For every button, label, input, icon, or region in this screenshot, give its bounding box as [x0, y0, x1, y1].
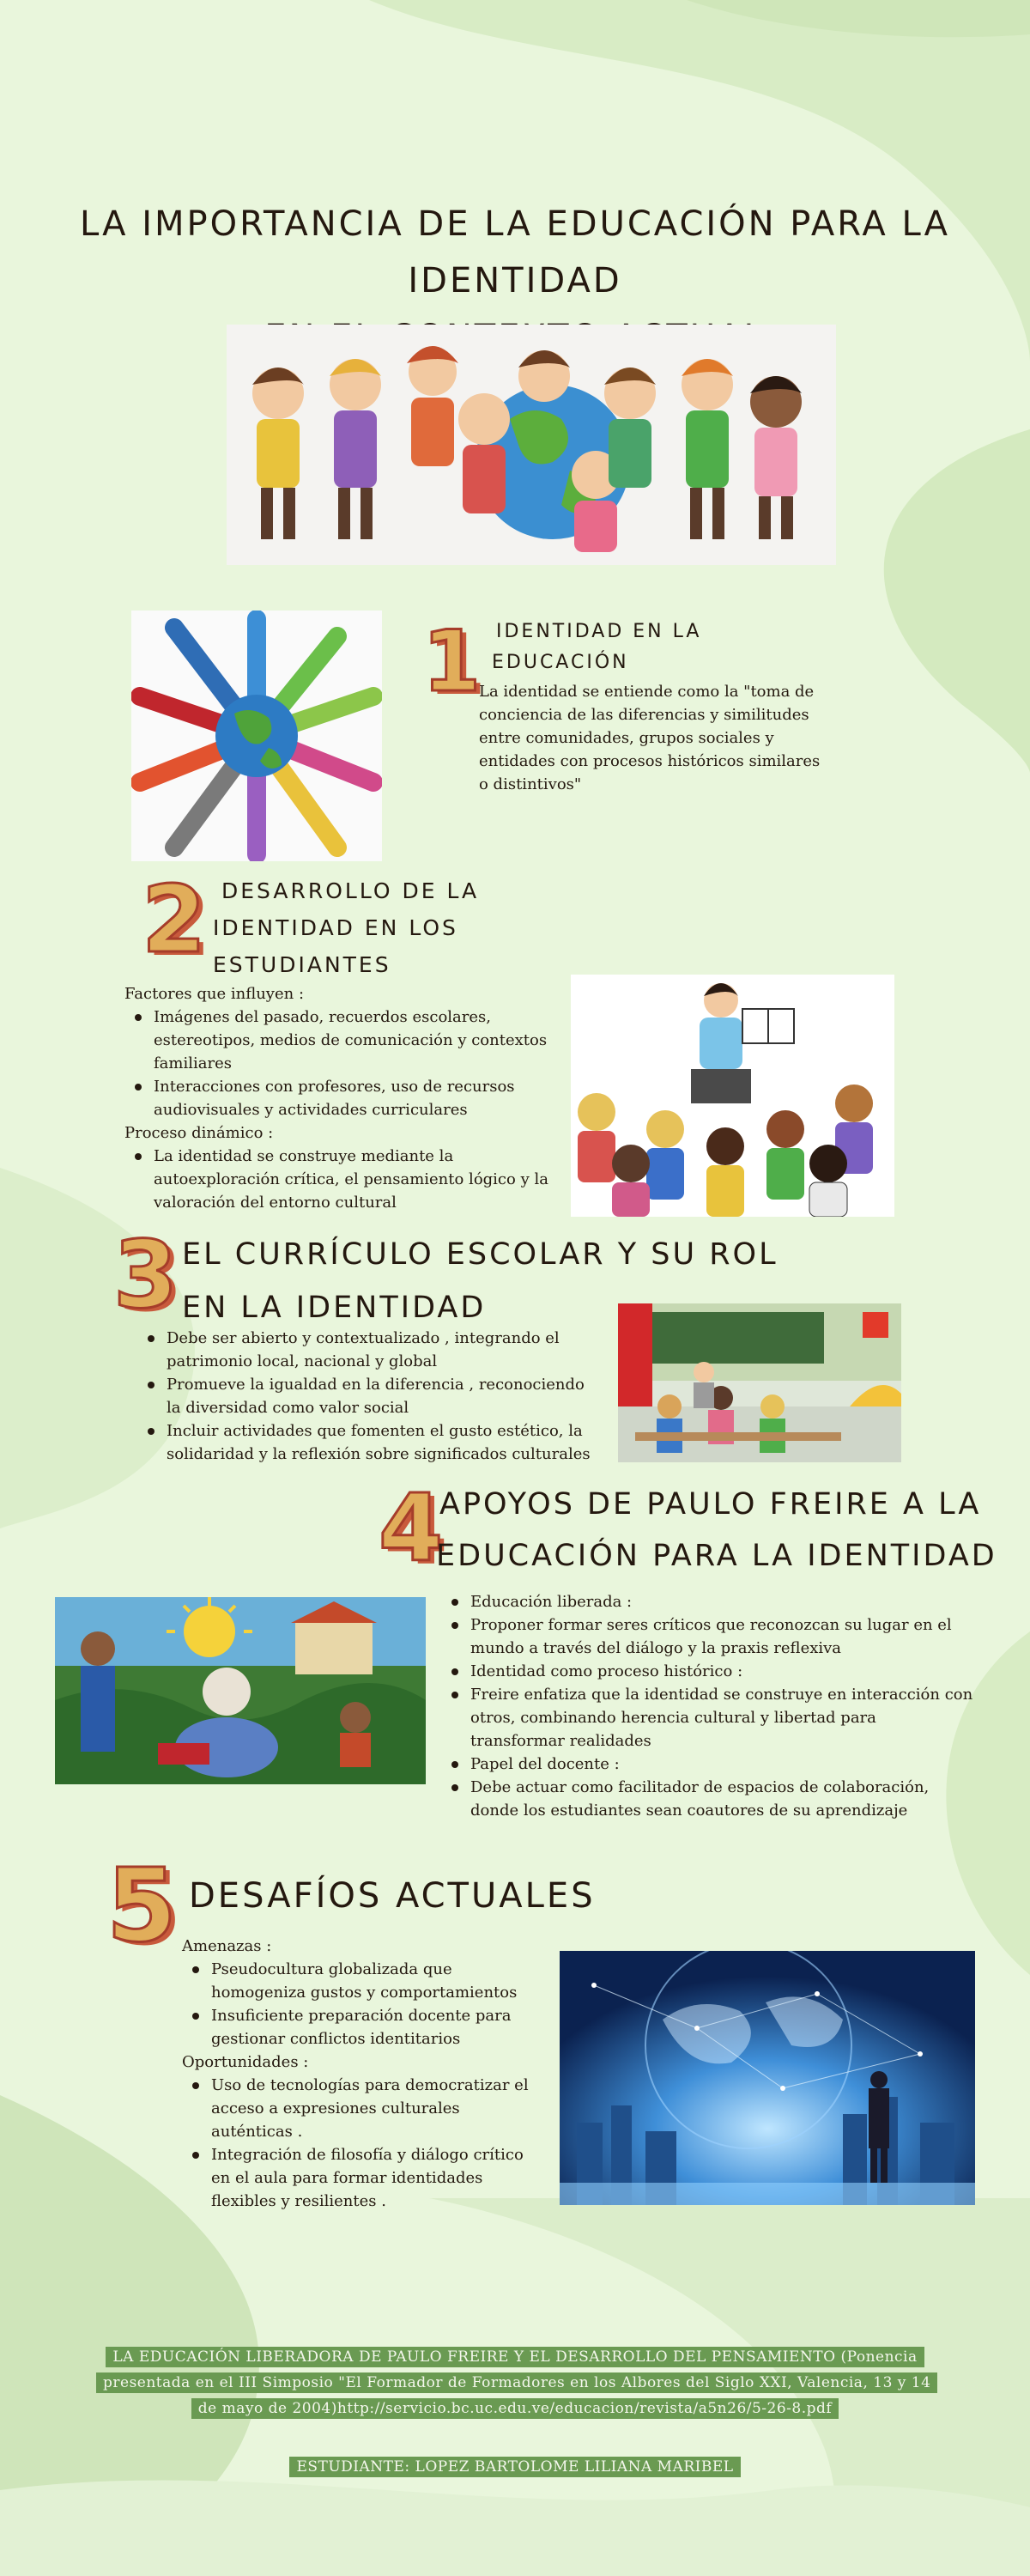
reference-text: LA EDUCACIÓN LIBERADORA DE PAULO FREIRE Y EL DESARROLLO DEL PENSAMIENTO (Ponencia presentada en el III Simposio "El Formador de Formadores en los Albores del Siglo XXI, Valencia, 13 y 14 de mayo de 2004)http://servicio.bc.uc.edu.ve/educacion/revista/a5n26/5-26-8.pdf — [96, 2347, 937, 2419]
section2-heading-line2: IDENTIDAD EN LOS — [213, 915, 458, 940]
list-item: Incluir actividades que fomenten el gusto estético, la solidaridad y la reflexión sobre significados culturales — [137, 1419, 601, 1466]
section5-threats-list — [182, 1958, 542, 2050]
page-title-line1: LA IMPORTANCIA DE LA EDUCACIÓN PARA LA IDENTIDAD — [79, 204, 951, 301]
list-item: Papel del docente : — [441, 1753, 973, 1776]
reference-citation — [96, 2344, 934, 2421]
section2-heading — [213, 872, 479, 983]
hands-globe-image — [131, 611, 382, 861]
section4-heading-line1: APOYOS DE PAULO FREIRE A LA — [439, 1487, 982, 1522]
digital-world-image — [560, 1951, 975, 2205]
section1-heading-line1: IDENTIDAD EN LA — [496, 621, 702, 642]
section4-heading — [436, 1479, 997, 1582]
list-item: Integración de filosofía y diálogo crítico en el aula para formar identidades flexibles y resilientes . — [182, 2143, 542, 2213]
section4-body — [441, 1590, 973, 1822]
section5-body — [182, 1935, 542, 2213]
list-item: Identidad como proceso histórico : — [441, 1660, 973, 1683]
section5-opportunities-list — [182, 2074, 542, 2213]
section3-body — [137, 1327, 601, 1466]
section5-heading: DESAFÍOS ACTUALES — [189, 1876, 596, 1916]
section2-factors-label: Factores que influyen : — [124, 985, 305, 1003]
section3-number: 3 — [113, 1222, 179, 1329]
section2-heading-line3: ESTUDIANTES — [213, 952, 391, 977]
section5-number: 5 — [106, 1846, 178, 1965]
teacher-reading-image — [571, 975, 894, 1217]
section3-heading-line1: EL CURRÍCULO ESCOLAR Y SU ROL — [182, 1237, 779, 1272]
list-item: Educación liberada : — [441, 1590, 973, 1613]
classroom-image — [618, 1303, 901, 1462]
section1-text: La identidad se entiende como la "toma de conciencia de las diferencias y similitudes entre comunidades, grupos sociales y entidades con procesos históricos similares o distintivos" — [479, 683, 821, 793]
freire-mural-image — [55, 1597, 426, 1784]
section1-heading-line2: EDUCACIÓN — [492, 652, 629, 673]
section5-threats-label: Amenazas : — [182, 1937, 272, 1955]
list-item: Interacciones con profesores, uso de recursos audiovisuales y actividades curriculares — [124, 1075, 554, 1121]
section5-opportunities-label: Oportunidades : — [182, 2053, 309, 2071]
list-item: Insuficiente preparación docente para gestionar conflictos identitarios — [182, 2004, 542, 2050]
list-item: La identidad se construye mediante la autoexploración crítica, el pensamiento lógico y la valoración del entorno cultural — [124, 1145, 554, 1214]
list-item: Uso de tecnologías para democratizar el acceso a expresiones culturales auténticas . — [182, 2074, 542, 2143]
children-globe-image — [227, 325, 836, 565]
student-credit — [96, 2454, 934, 2480]
section2-heading-line1: DESARROLLO DE LA — [221, 878, 480, 903]
section2-body — [124, 982, 554, 1214]
section2-process-label: Proceso dinámico : — [124, 1124, 274, 1142]
list-item: Debe ser abierto y contextualizado , integrando el patrimonio local, nacional y global — [137, 1327, 601, 1373]
section3-list — [137, 1327, 601, 1466]
list-item: Pseudocultura globalizada que homogeniza gustos y comportamientos — [182, 1958, 542, 2004]
list-item: Imágenes del pasado, recuerdos escolares, estereotipos, medios de comunicación y contextos familiares — [124, 1005, 554, 1075]
section2-factors-list — [124, 1005, 554, 1121]
list-item: Proponer formar seres críticos que reconozcan su lugar en el mundo a través del diálogo y la praxis reflexiva — [441, 1613, 973, 1660]
section2-process-list — [124, 1145, 554, 1214]
list-item: Promueve la igualdad en la diferencia , reconociendo la diversidad como valor social — [137, 1373, 601, 1419]
section1-number: 1 — [422, 613, 482, 711]
section1-heading — [492, 617, 701, 678]
list-item: Freire enfatiza que la identidad se construye en interacción con otros, combinando herencia cultural y libertad para transformar realidades — [441, 1683, 973, 1753]
section4-heading-line2: EDUCACIÓN PARA LA IDENTIDAD — [436, 1539, 997, 1573]
student-name: ESTUDIANTE: LOPEZ BARTOLOME LILIANA MARIBEL — [289, 2457, 740, 2477]
section3-heading-line2: EN LA IDENTIDAD — [182, 1291, 487, 1325]
list-item: Debe actuar como facilitador de espacios de colaboración, donde los estudiantes sean coautores de su aprendizaje — [441, 1776, 973, 1822]
section4-list — [441, 1590, 973, 1822]
section4-number: 4 — [379, 1475, 444, 1583]
section2-number: 2 — [142, 866, 207, 974]
